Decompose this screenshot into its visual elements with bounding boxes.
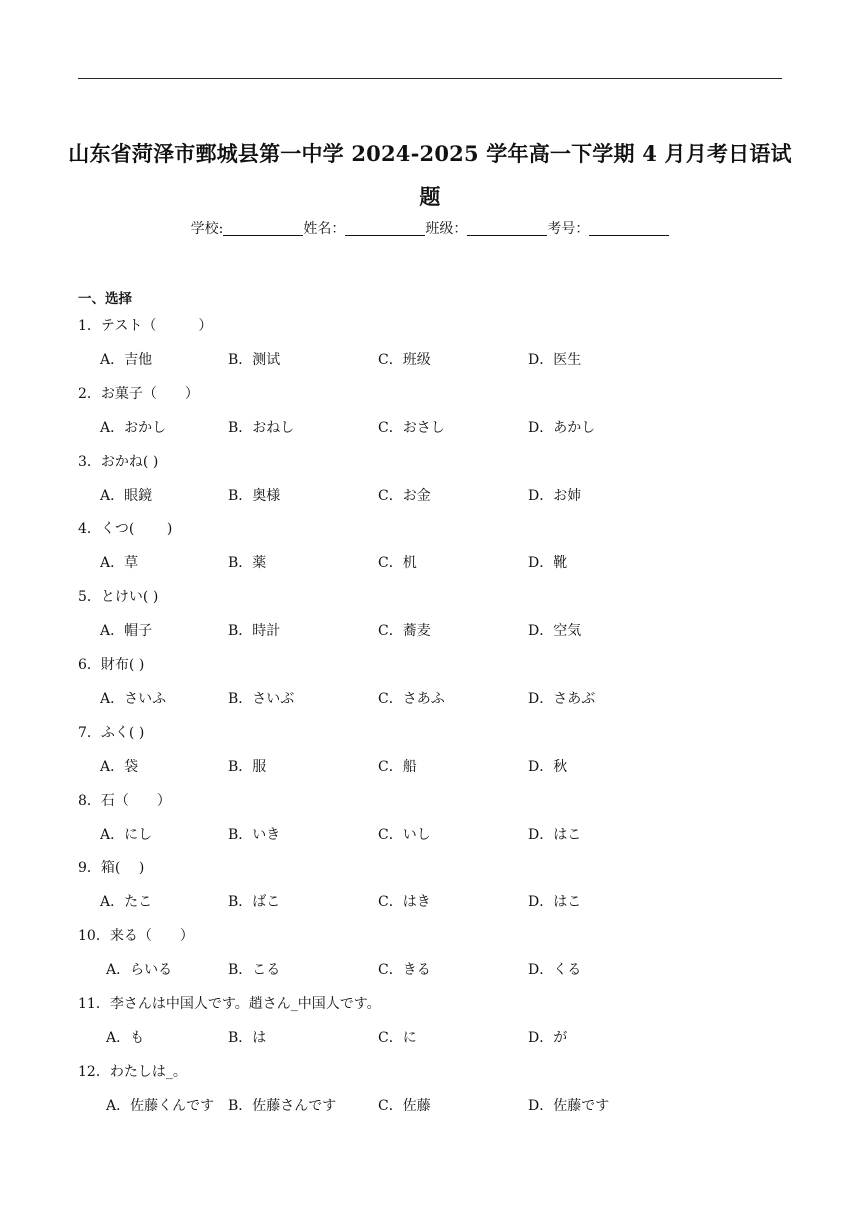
- question-number: 7．: [78, 725, 101, 741]
- option-a[interactable]: A．佐藤くんです: [106, 1098, 215, 1114]
- option-d[interactable]: D．くる: [528, 962, 582, 978]
- question-4: [78, 518, 172, 538]
- question-number: 2．: [78, 386, 101, 402]
- option-d[interactable]: D．お姉: [528, 488, 582, 504]
- question-number: 11．: [78, 996, 110, 1012]
- question-9: [78, 857, 144, 877]
- option-b[interactable]: B．おねし: [228, 420, 295, 436]
- option-b[interactable]: B．こる: [228, 962, 281, 978]
- question-6: [78, 654, 144, 674]
- question-text: お菓子（ ）: [100, 386, 199, 402]
- option-b[interactable]: B．薬: [228, 555, 267, 571]
- question-number: 3．: [78, 454, 101, 470]
- class-blank[interactable]: [467, 221, 547, 236]
- section-heading: 一、选择: [78, 291, 132, 307]
- name-field: [303, 221, 425, 237]
- option-b[interactable]: B．さいぶ: [228, 691, 295, 707]
- option-c[interactable]: C．いし: [378, 827, 431, 843]
- exam-number-field: [547, 221, 669, 237]
- option-a[interactable]: A．にし: [100, 827, 153, 843]
- header-rule: [78, 78, 782, 79]
- option-a[interactable]: A．帽子: [100, 623, 153, 639]
- option-b[interactable]: B．服: [228, 759, 267, 775]
- question-text: 財布( ): [100, 657, 145, 673]
- question-12: [78, 1061, 187, 1081]
- question-text: わたしは_。: [109, 1064, 187, 1080]
- question-3: [78, 451, 158, 471]
- option-c[interactable]: C．さあふ: [378, 691, 445, 707]
- question-2: [78, 383, 199, 403]
- option-c[interactable]: C．お金: [378, 488, 431, 504]
- question-text: 箱( ): [100, 860, 145, 876]
- question-text: おかね( ): [100, 454, 159, 470]
- question-text: とけい( ): [100, 589, 159, 605]
- exam-title: 山东省菏泽市鄄城县第一中学 2024-2025 学年高一下学期 4 月月考日语试: [68, 141, 792, 166]
- question-number: 1．: [78, 318, 101, 334]
- question-number: 5．: [78, 589, 101, 605]
- class-field: [425, 221, 547, 237]
- option-a[interactable]: A．も: [106, 1030, 145, 1046]
- option-a[interactable]: A．吉他: [100, 352, 153, 368]
- option-c[interactable]: C．はき: [378, 894, 431, 910]
- question-1: [78, 315, 212, 335]
- option-c[interactable]: C．机: [378, 555, 417, 571]
- question-8: [78, 790, 171, 810]
- student-info-row: [0, 218, 860, 238]
- class-label: 班级：: [425, 221, 468, 237]
- question-text: くつ( ): [100, 521, 173, 537]
- question-number: 4．: [78, 521, 101, 537]
- option-d[interactable]: D．靴: [528, 555, 568, 571]
- question-number: 12．: [78, 1064, 110, 1080]
- option-c[interactable]: C．おさし: [378, 420, 445, 436]
- question-text: 石（ ）: [100, 793, 171, 809]
- option-c[interactable]: C．蕎麦: [378, 623, 431, 639]
- question-number: 10．: [78, 928, 110, 944]
- question-number: 8．: [78, 793, 101, 809]
- option-d[interactable]: D．はこ: [528, 827, 582, 843]
- question-10: [78, 925, 194, 945]
- question-text: ふく( ): [100, 725, 145, 741]
- option-a[interactable]: A．袋: [100, 759, 139, 775]
- option-a[interactable]: A．たこ: [100, 894, 153, 910]
- name-blank[interactable]: [345, 221, 425, 236]
- option-b[interactable]: B．佐藤さんです: [228, 1098, 337, 1114]
- exam-number-blank[interactable]: [589, 221, 669, 236]
- option-d[interactable]: D．医生: [528, 352, 582, 368]
- question-number: 9．: [78, 860, 101, 876]
- option-d[interactable]: D．佐藤です: [528, 1098, 610, 1114]
- school-blank[interactable]: [223, 221, 303, 236]
- option-d[interactable]: D．さあぶ: [528, 691, 596, 707]
- question-11: [78, 993, 381, 1013]
- option-c[interactable]: C．に: [378, 1030, 417, 1046]
- option-c[interactable]: C．班级: [378, 352, 431, 368]
- option-a[interactable]: A．さいふ: [100, 691, 167, 707]
- option-d[interactable]: D．あかし: [528, 420, 596, 436]
- option-c[interactable]: C．船: [378, 759, 417, 775]
- question-7: [78, 722, 144, 742]
- question-text: テスト（ ）: [100, 318, 213, 334]
- option-d[interactable]: D．が: [528, 1030, 568, 1046]
- exam-number-label: 考号：: [547, 221, 590, 237]
- option-c[interactable]: C．佐藤: [378, 1098, 431, 1114]
- option-c[interactable]: C．きる: [378, 962, 431, 978]
- question-text: 来る（ ）: [109, 928, 194, 944]
- option-b[interactable]: B．测试: [228, 352, 281, 368]
- question-5: [78, 586, 158, 606]
- question-number: 6．: [78, 657, 101, 673]
- option-a[interactable]: A．眼鏡: [100, 488, 153, 504]
- option-a[interactable]: A．らいる: [106, 962, 173, 978]
- name-label: 姓名：: [303, 221, 346, 237]
- option-a[interactable]: A．草: [100, 555, 139, 571]
- option-b[interactable]: B．ばこ: [228, 894, 281, 910]
- option-a[interactable]: A．おかし: [100, 420, 167, 436]
- school-label: 学校:: [190, 221, 224, 237]
- option-d[interactable]: D．はこ: [528, 894, 582, 910]
- option-b[interactable]: B．は: [228, 1030, 267, 1046]
- option-b[interactable]: B．いき: [228, 827, 281, 843]
- option-d[interactable]: D．秋: [528, 759, 568, 775]
- exam-title-continued: 题: [419, 184, 441, 209]
- question-text: 李さんは中国人です。趙さん_中国人です。: [109, 996, 381, 1012]
- option-d[interactable]: D．空気: [528, 623, 582, 639]
- option-b[interactable]: B．奥様: [228, 488, 281, 504]
- option-b[interactable]: B．時計: [228, 623, 281, 639]
- school-field: [191, 221, 304, 237]
